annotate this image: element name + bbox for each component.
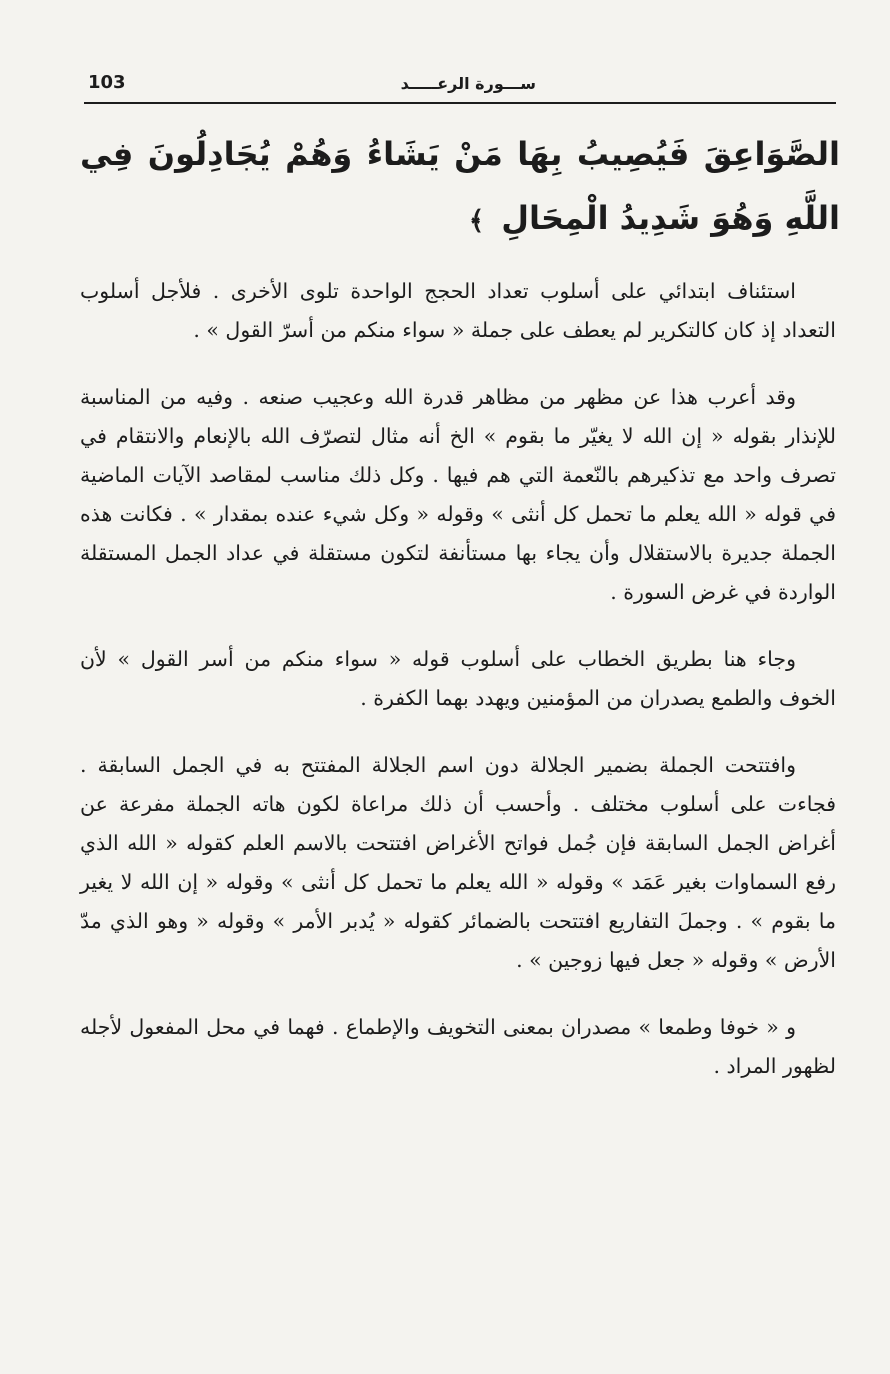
- verse-end-mark: ﴾: [468, 206, 485, 236]
- quran-verse: [80, 122, 840, 253]
- page-header: [84, 66, 836, 102]
- running-title: ســـورة الرعـــــد: [400, 74, 536, 93]
- page-number: 103: [88, 72, 126, 93]
- paragraph-4: وافتتحت الجملة بضمير الجلالة دون اسم الجلالة المفتتح به في الجمل السابقة . فجاءت على أسلوب مختلف . وأحسب أن ذلك مراعاة لكون هاته الجملة مفرعة عن أغراض الجمل السابقة فإن جُمل فواتح الأغراض افتتحت بالاسم العلم كقوله « الله الذي رفع السماوات بغير عَمَد » وقوله « الله يعلم ما تحمل كل أنثى » وقوله « إن الله لا يغير ما بقوم » . وجملَ التفاريع افتتحت بالضمائر كقوله « يُدبر الأمر » وقوله « وهو الذي مدّ الأرض » وقوله « جعل فيها زوجين » .: [80, 753, 836, 972]
- paragraph-2: وقد أعرب هذا عن مظهر من مظاهر قدرة الله وعجيب صنعه . وفيه من المناسبة للإنذار بقوله « إن الله لا يغيّر ما بقوم » الخ أنه مثال لتصرّف الله بالإنعام والانتقام في تصرف واحد مع تذكيرهم بالنّعمة التي هم فيها . وكل ذلك مناسب لمقاصد الآيات الماضية في قوله « الله يعلم ما تحمل كل أنثى » وقوله « وكل شيء عنده بمقدار » . فكانت هذه الجملة جديرة بالاستقلال وأن يجاء بها مستأنفة لتكون مستقلة في عداد الجمل المستقلة الواردة في غرض السورة .: [80, 385, 836, 604]
- verse-text: الصَّوَاعِقَ فَيُصِيبُ بِهَا مَنْ يَشَاءُ وَهُمْ يُجَادِلُونَ فِي اللَّهِ وَهُوَ شَدِيدُ الْمِحَالِ: [80, 135, 840, 237]
- paragraph-3: وجاء هنا بطريق الخطاب على أسلوب قوله « سواء منكم من أسر القول » لأن الخوف والطمع يصدران من المؤمنين ويهدد بهما الكفرة .: [80, 647, 836, 710]
- commentary-body: [80, 272, 836, 1114]
- paragraph-5: و « خوفا وطمعا » مصدران بمعنى التخويف والإطماع . فهما في محل المفعول لأجله لظهور المراد .: [80, 1015, 836, 1078]
- paragraph-1: استئناف ابتدائي على أسلوب تعداد الحجج الواحدة تلوى الأخرى . فلأجل أسلوب التعداد إذ كان كالتكرير لم يعطف على جملة « سواء منكم من أسرّ القول » .: [80, 279, 836, 342]
- header-rule: [84, 102, 836, 104]
